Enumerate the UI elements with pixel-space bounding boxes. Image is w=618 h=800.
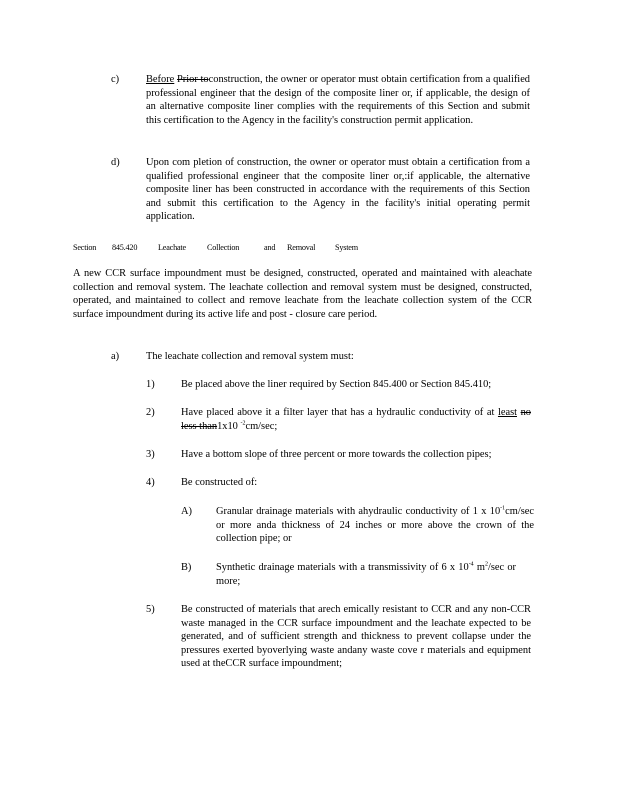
paragraph-text: 1x10 xyxy=(217,420,238,432)
superscript: 2 xyxy=(484,561,488,568)
item-5-label: 5) xyxy=(146,604,155,615)
deleted-text: no less than xyxy=(181,407,531,432)
paragraph-text: cm/sec or more anda thickness of 24 inches or more above the crown of the collection pipe; or xyxy=(216,506,534,545)
paragraph-text: Synthetic drainage materials with a transmissivity of 6 x 10 xyxy=(216,562,469,573)
item-c-label: c) xyxy=(111,74,120,85)
heading-word: Collection xyxy=(207,243,240,252)
inserted-text: least xyxy=(497,407,517,418)
item-1-text: Be placed above the liner required by Section 845.400 or Section 845.410; xyxy=(181,379,492,390)
subitem-b-text xyxy=(216,561,516,588)
heading-word: and xyxy=(264,243,276,252)
deleted-text: Prior to xyxy=(177,74,209,85)
paragraph-text: Granular drainage materials with ahydraulic conductivity of 1 x 10 xyxy=(216,506,501,517)
subitem-b-label: B) xyxy=(181,562,192,573)
item-5-text: Be constructed of materials that arech emically resistant to CCR and any non-CCR waste managed in the CCR surface impoundment and the leachate expected to be generated, and of sufficient strength and thickness to prevent collapse under the pressures exerted byoverlying waste andany waste cove r materials and equipment used at theCCR surface impoundment; xyxy=(181,604,531,670)
heading-word: Section xyxy=(73,243,97,252)
paragraph-text: cm/sec; xyxy=(245,420,278,432)
subitem-a-label: A) xyxy=(181,506,192,517)
heading-word: System xyxy=(335,243,358,252)
heading-word: Leachate xyxy=(158,243,186,252)
item-4-text: Be constructed of: xyxy=(181,477,258,488)
item-4-label: 4) xyxy=(146,477,155,488)
paragraph-text: Have placed above it a filter layer that has a hydraulic conductivity of at xyxy=(181,407,495,418)
heading-word: Removal xyxy=(287,243,316,252)
item-a-label: a) xyxy=(111,351,120,362)
item-c-text xyxy=(146,73,530,127)
paragraph-text: construction, the owner or operator must obtain certification from a qualified professional engineer that the design of the composite liner or, if applicable, the design of an alternative composite liner complies with the requirements of this Section and submit this certification to the Agency in the facility's construction permit application. xyxy=(146,74,531,126)
item-3-text: Have a bottom slope of three percent or more towards the collection pipes; xyxy=(181,449,492,460)
item-d-text: Upon com pletion of construction, the owner or operator must obtain a certification from a qualified professional engineer that the composite liner or,:if applicable, the alternative composite liner has been constructed in accordance with the requirements of this Section and submit this certification to the Agency in the facility's initial operating permit application. xyxy=(146,157,530,223)
paragraph-text: m xyxy=(476,562,485,573)
intro-paragraph: A new CCR surface impoundment must be designed, constructed, operated and maintained with aleachate collection and removal system. The leachate collection and removal system must be designed, constructed, operated, and maintained to collect and remove leachate from the leachate collection system of the CCR surface impoundment during its active life and post - closure care period. xyxy=(73,268,532,320)
inserted-text: Before xyxy=(146,74,175,85)
paragraph-text: /sec or more; xyxy=(216,562,516,587)
item-3-label: 3) xyxy=(146,449,155,460)
item-2-label: 2) xyxy=(146,407,155,418)
superscript: -2 xyxy=(240,420,246,427)
item-a-text: The leachate collection and removal system must: xyxy=(146,351,354,362)
item-d-label: d) xyxy=(111,157,120,168)
heading-word: 845.420 xyxy=(112,243,138,252)
item-1-label: 1) xyxy=(146,379,155,390)
item-2-text xyxy=(181,406,531,433)
subitem-a-text xyxy=(216,505,534,546)
superscript: -1 xyxy=(500,505,506,512)
superscript: -4 xyxy=(468,561,474,568)
